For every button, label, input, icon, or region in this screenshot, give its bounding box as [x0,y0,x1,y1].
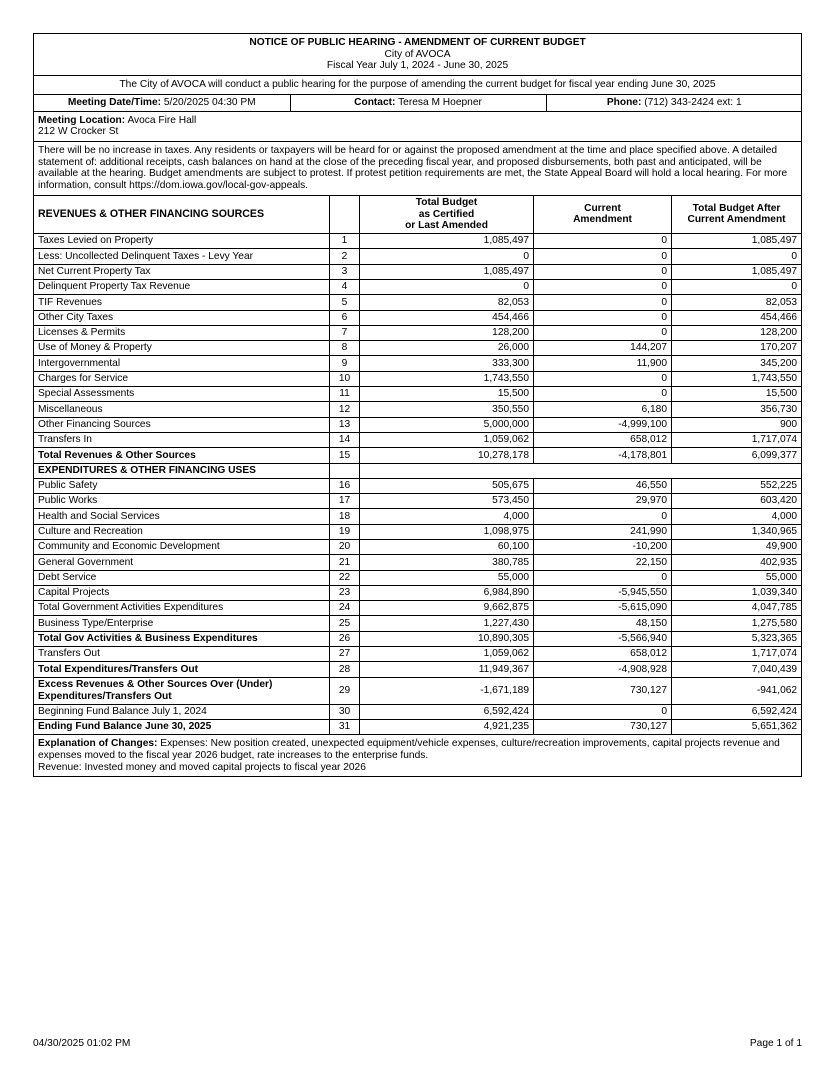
after-header-line2: Current Amendment [687,214,786,226]
amendment-amount: 22,150 [534,555,672,570]
row-label: Excess Revenues & Other Sources Over (Under) Expenditures/Transfers Out [34,677,330,704]
table-row [34,387,802,402]
row-label: TIF Revenues [34,295,330,310]
row-label: Total Government Activities Expenditures [34,601,330,616]
location-address: 212 W Crocker St [38,126,119,138]
table-row [34,417,802,432]
amendment-amount: 0 [534,310,672,325]
after-amount: 402,935 [672,555,802,570]
certified-amount: 1,743,550 [360,371,534,386]
table-row [34,509,802,524]
after-amount: 356,730 [672,402,802,417]
amendment-amount: 6,180 [534,402,672,417]
row-label: Debt Service [34,570,330,585]
row-number: 8 [330,341,360,356]
amendment-header-line1: Current [584,202,621,214]
row-label: Miscellaneous [34,402,330,417]
row-number: 19 [330,524,360,539]
after-amount: 1,085,497 [672,264,802,279]
after-amount: 5,651,362 [672,719,802,734]
empty-cell [360,463,802,478]
certified-amount: 55,000 [360,570,534,585]
row-label: Use of Money & Property [34,341,330,356]
amendment-amount: 48,150 [534,616,672,631]
certified-header-line1: Total Budget [415,196,478,208]
after-amount: 4,047,785 [672,601,802,616]
meeting-location [34,111,802,141]
after-amount: 1,085,497 [672,234,802,249]
row-number: 9 [330,356,360,371]
certified-header [360,195,534,233]
amendment-amount: 46,550 [534,478,672,493]
table-row [34,264,802,279]
row-number: 16 [330,478,360,493]
notice-text: There will be no increase in taxes. Any residents or taxpayers will be heard for or against the proposed amendment at the time and place specified above. A detailed statement of: additional receipts, cash balances on hand at the close of the preceding fiscal year, and proposed disbursements, both past and anticipated, will be available at the hearing. Budget amendments are subject to protest. If protest petition requirements are met, the State Appeal Board will hold a local hearing. For more information, consult https://dom.iowa.gov/local-gov-appeals. [34,142,802,196]
after-amount: 7,040,439 [672,662,802,677]
revenues-heading: REVENUES & OTHER FINANCING SOURCES [34,195,330,233]
table-row [34,570,802,585]
row-label: Transfers Out [34,647,330,662]
amendment-amount: -5,615,090 [534,601,672,616]
after-amount: 1,717,074 [672,647,802,662]
table-row [34,249,802,264]
table-row [34,402,802,417]
certified-amount: 128,200 [360,325,534,340]
footer-page-number: Page 1 of 1 [749,1038,802,1049]
explanation-text: Expenses: New position created, unexpected equipment/vehicle expenses, culture/recreation improvements, capital projects revenue and expenses moved to the fiscal year 2026 budget, rate increases to the enterprise funds. [38,738,780,761]
amendment-amount: 658,012 [534,647,672,662]
amendment-amount: 658,012 [534,432,672,447]
expenditures-heading: EXPENDITURES & OTHER FINANCING USES [34,463,330,478]
amendment-amount: 0 [534,249,672,264]
certified-amount: 5,000,000 [360,417,534,432]
amendment-amount: 0 [534,279,672,294]
meeting-contact [290,95,546,111]
row-label: Special Assessments [34,387,330,402]
row-number: 6 [330,310,360,325]
amendment-amount: 0 [534,325,672,340]
after-amount: 1,340,965 [672,524,802,539]
certified-amount: 1,059,062 [360,432,534,447]
row-label: Total Expenditures/Transfers Out [34,662,330,677]
table-row [34,601,802,616]
expenditures-rows [34,478,802,734]
row-number: 18 [330,509,360,524]
row-number: 12 [330,402,360,417]
after-amount: 603,420 [672,494,802,509]
row-label: Taxes Levied on Property [34,234,330,249]
table-row [34,631,802,646]
amendment-amount: 730,127 [534,719,672,734]
fiscal-year: Fiscal Year July 1, 2024 - June 30, 2025 [326,60,509,72]
amendment-amount: 29,970 [534,494,672,509]
row-number: 25 [330,616,360,631]
table-row [34,448,802,463]
meeting-datetime-label: Meeting Date/Time: [67,96,162,108]
certified-amount: 505,675 [360,478,534,493]
title-block [34,34,802,76]
row-label: Charges for Service [34,371,330,386]
certified-amount: 1,227,430 [360,616,534,631]
table-row [34,662,802,677]
row-number: 15 [330,448,360,463]
certified-amount: 0 [360,279,534,294]
row-number: 28 [330,662,360,677]
amendment-amount: 0 [534,295,672,310]
certified-amount: 10,278,178 [360,448,534,463]
certified-amount: 1,098,975 [360,524,534,539]
certified-amount: 1,085,497 [360,234,534,249]
table-row [34,371,802,386]
table-row [34,341,802,356]
amendment-amount: -5,566,940 [534,631,672,646]
after-amount: 552,225 [672,478,802,493]
row-label: Other Financing Sources [34,417,330,432]
amendment-amount: 241,990 [534,524,672,539]
row-number: 3 [330,264,360,279]
certified-amount: 9,662,875 [360,601,534,616]
row-number: 30 [330,704,360,719]
amendment-header-line2: Amendment [573,214,632,226]
amendment-amount: 144,207 [534,341,672,356]
certified-amount: -1,671,189 [360,677,534,704]
certified-amount: 6,984,890 [360,585,534,600]
after-amount: 4,000 [672,509,802,524]
row-label: Licenses & Permits [34,325,330,340]
certified-amount: 350,550 [360,402,534,417]
amendment-amount: 0 [534,387,672,402]
explanation-revenue: Revenue: Invested money and moved capital projects to fiscal year 2026 [38,761,366,773]
after-header [672,195,802,233]
row-label: General Government [34,555,330,570]
after-amount: 345,200 [672,356,802,371]
row-number: 1 [330,234,360,249]
certified-amount: 1,085,497 [360,264,534,279]
revenues-rows [34,234,802,463]
city-name: City of AVOCA [384,48,451,60]
row-label: Less: Uncollected Delinquent Taxes - Levy Year [34,249,330,264]
after-amount: 454,466 [672,310,802,325]
row-number: 4 [330,279,360,294]
certified-amount: 4,921,235 [360,719,534,734]
table-row [34,494,802,509]
after-amount: 170,207 [672,341,802,356]
row-number: 26 [330,631,360,646]
contact-value: Teresa M Hoepner [398,96,482,108]
table-row [34,279,802,294]
amendment-amount: -5,945,550 [534,585,672,600]
amendment-amount: -4,999,100 [534,417,672,432]
explanation-label: Explanation of Changes: [38,738,158,750]
meeting-datetime-value: 5/20/2025 04:30 PM [163,96,256,108]
certified-amount: 4,000 [360,509,534,524]
certified-amount: 82,053 [360,295,534,310]
certified-header-line2: as Certified [418,208,475,220]
contact-label: Contact: [354,96,396,108]
row-label: Community and Economic Development [34,540,330,555]
row-number: 24 [330,601,360,616]
amendment-amount: -4,908,928 [534,662,672,677]
table-row [34,295,802,310]
row-label: Public Safety [34,478,330,493]
row-number: 10 [330,371,360,386]
table-row [34,310,802,325]
amendment-amount: 0 [534,371,672,386]
amendment-amount: 0 [534,509,672,524]
phone-label: Phone: [606,96,642,108]
row-number: 29 [330,677,360,704]
table-row [34,234,802,249]
after-amount: 5,323,365 [672,631,802,646]
row-label: Business Type/Enterprise [34,616,330,631]
after-amount: 6,592,424 [672,704,802,719]
certified-amount: 573,450 [360,494,534,509]
row-label: Capital Projects [34,585,330,600]
notice-title: NOTICE OF PUBLIC HEARING - AMENDMENT OF CURRENT BUDGET [249,37,586,48]
certified-amount: 333,300 [360,356,534,371]
amendment-amount: 730,127 [534,677,672,704]
row-number: 23 [330,585,360,600]
meeting-datetime [34,95,290,111]
location-label: Meeting Location: [38,114,126,126]
after-amount: 1,275,580 [672,616,802,631]
certified-amount: 26,000 [360,341,534,356]
certified-amount: 6,592,424 [360,704,534,719]
budget-notice-page [33,33,801,777]
line-number-header [330,195,360,233]
table-row [34,540,802,555]
row-label: Culture and Recreation [34,524,330,539]
row-label: Total Gov Activities & Business Expenditures [34,631,330,646]
certified-amount: 15,500 [360,387,534,402]
amendment-amount: 0 [534,570,672,585]
table-row [34,616,802,631]
after-amount: 0 [672,249,802,264]
row-number: 11 [330,387,360,402]
table-row [34,325,802,340]
meeting-info-row [34,94,802,111]
certified-amount: 11,949,367 [360,662,534,677]
after-amount: 1,039,340 [672,585,802,600]
table-row [34,585,802,600]
empty-cell [330,463,360,478]
certified-amount: 60,100 [360,540,534,555]
row-number: 5 [330,295,360,310]
row-number: 20 [330,540,360,555]
row-number: 7 [330,325,360,340]
table-row [34,432,802,447]
row-number: 2 [330,249,360,264]
row-number: 21 [330,555,360,570]
row-label: Transfers In [34,432,330,447]
phone-value: (712) 343-2424 ext: 1 [644,96,742,108]
table-row [34,524,802,539]
after-amount: 1,717,074 [672,432,802,447]
certified-amount: 380,785 [360,555,534,570]
table-row [34,647,802,662]
after-amount: 900 [672,417,802,432]
meeting-phone [546,95,802,111]
explanation-block [34,735,802,777]
amendment-header [534,195,672,233]
after-header-line1: Total Budget After [692,202,781,214]
row-label: Health and Social Services [34,509,330,524]
after-amount: 6,099,377 [672,448,802,463]
amendment-amount: 0 [534,264,672,279]
row-label: Beginning Fund Balance July 1, 2024 [34,704,330,719]
row-label: Total Revenues & Other Sources [34,448,330,463]
certified-amount: 10,890,305 [360,631,534,646]
hearing-purpose: The City of AVOCA will conduct a public hearing for the purpose of amending the current budget for fiscal year ending June 30, 2025 [34,76,802,95]
amendment-amount: 0 [534,704,672,719]
after-amount: 128,200 [672,325,802,340]
amendment-amount: -10,200 [534,540,672,555]
table-row [34,677,802,704]
row-number: 22 [330,570,360,585]
after-amount: 15,500 [672,387,802,402]
certified-amount: 0 [360,249,534,264]
table-row [34,478,802,493]
row-label: Ending Fund Balance June 30, 2025 [34,719,330,734]
amendment-amount: -4,178,801 [534,448,672,463]
row-label: Public Works [34,494,330,509]
amendment-amount: 11,900 [534,356,672,371]
row-label: Delinquent Property Tax Revenue [34,279,330,294]
row-label: Net Current Property Tax [34,264,330,279]
row-number: 13 [330,417,360,432]
after-amount: 49,900 [672,540,802,555]
after-amount: 55,000 [672,570,802,585]
table-row [34,356,802,371]
certified-amount: 1,059,062 [360,647,534,662]
row-number: 31 [330,719,360,734]
amendment-amount: 0 [534,234,672,249]
budget-notice-table [33,33,802,777]
after-amount: 1,743,550 [672,371,802,386]
table-row [34,704,802,719]
footer-timestamp: 04/30/2025 01:02 PM [33,1038,131,1049]
row-label: Other City Taxes [34,310,330,325]
table-row [34,719,802,734]
after-amount: 0 [672,279,802,294]
row-number: 27 [330,647,360,662]
after-amount: -941,062 [672,677,802,704]
location-value: Avoca Fire Hall [127,114,197,126]
row-number: 17 [330,494,360,509]
row-number: 14 [330,432,360,447]
certified-amount: 454,466 [360,310,534,325]
after-amount: 82,053 [672,295,802,310]
table-row [34,555,802,570]
row-label: Intergovernmental [34,356,330,371]
certified-header-line3: or Last Amended [405,220,488,232]
